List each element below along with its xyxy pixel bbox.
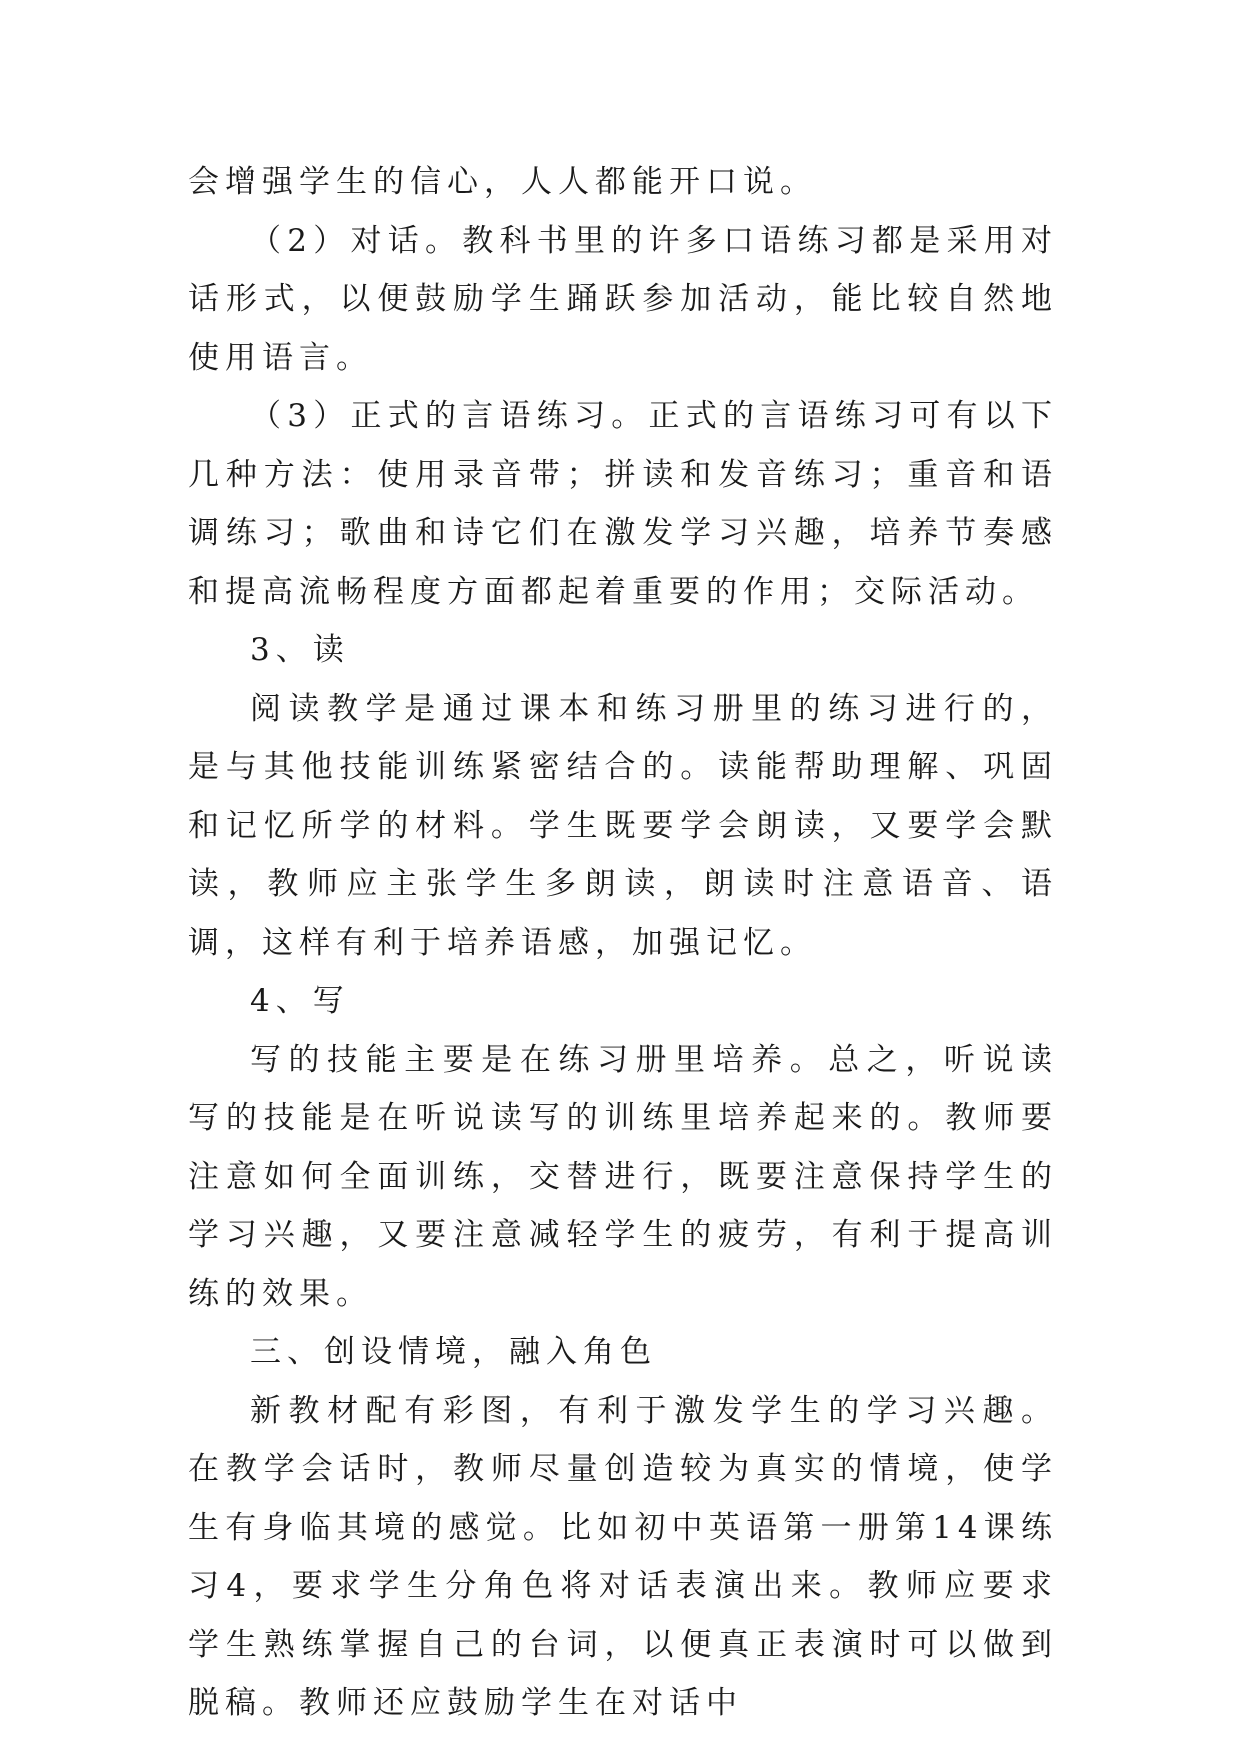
paragraph-reading: 阅读教学是通过课本和练习册里的练习进行的，是与其他技能训练紧密结合的。读能帮助理解、巩固和记忆所学的材料。学生既要学会朗读，又要学会默读，教师应主张学生多朗读，朗读时注意语音、语调，这样有利于培养语感，加强记忆。 [188,690,1058,961]
heading-reading: 3、读 [250,632,350,668]
body-text [188,153,1058,1733]
heading-writing: 4、写 [250,983,350,1019]
paragraph-dialogue: （2）对话。教科书里的许多口语练习都是采用对话形式，以便鼓励学生踊跃参加活动，能比较自然地使用语言。 [188,222,1058,376]
paragraph-formal-practice: （3）正式的言语练习。正式的言语练习可有以下几种方法：使用录音带；拼读和发音练习；重音和语调练习；歌曲和诗它们在激发学习兴趣，培养节奏感和提高流畅程度方面都起着重要的作用；交际活动。 [188,398,1058,610]
paragraph-writing: 写的技能主要是在练习册里培养。总之，听说读写的技能是在听说读写的训练里培养起来的。教师要注意如何全面训练，交替进行，既要注意保持学生的学习兴趣，又要注意减轻学生的疲劳，有利于提高训练的效果。 [188,1041,1058,1312]
heading-section-three: 三、创设情境，融入角色 [250,1334,657,1370]
paragraph-continuation: 会增强学生的信心，人人都能开口说。 [188,164,817,200]
paragraph-situations: 新教材配有彩图，有利于激发学生的学习兴趣。在教学会话时，教师尽量创造较为真实的情境，使学生有身临其境的感觉。比如初中英语第一册第14课练习4，要求学生分角色将对话表演出来。教师应要求学生熟练掌握自己的台词，以便真正表演时可以做到脱稿。教师还应鼓励学生在对话中 [188,1392,1058,1721]
